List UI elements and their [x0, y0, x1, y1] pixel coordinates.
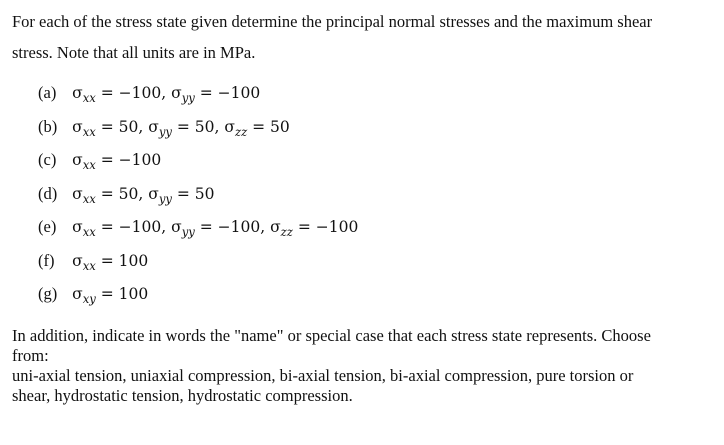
stress-expression: $\sigma_{xx} = -100$, $\sigma_{yy} = -100$ — [72, 84, 261, 106]
choices-line-1: uni-axial tension, uniaxial compression, bi-axial tension, bi-axial compression, pure torsion or — [12, 366, 634, 385]
stress-expression: $\sigma_{xx} = 100$ — [72, 251, 149, 273]
item-label: (d) — [38, 183, 58, 203]
stress-state-d — [38, 177, 358, 211]
instruction-line-2: from: — [12, 346, 49, 365]
item-label: (a) — [38, 83, 57, 102]
stress-state-e — [38, 210, 358, 244]
stress-expression: $\sigma_{xx} = -100$, $\sigma_{yy} = -100$, $\sigma_{zz} = -100$ — [72, 218, 359, 240]
stress-expression: $\sigma_{xx} = 50$, $\sigma_{yy} = 50$, $\sigma_{zz} = 50$ — [72, 117, 290, 139]
stress-expression: $\sigma_{xx} = -100$ — [72, 151, 162, 173]
intro-line-1: For each of the stress state given determine the principal normal stresses and the maximum shear — [12, 12, 653, 31]
item-label: (f) — [38, 250, 55, 270]
stress-state-list — [38, 76, 358, 311]
stress-expression: $\sigma_{xx} = 50$, $\sigma_{yy} = 50$ — [72, 184, 215, 206]
instruction-line-1: In addition, indicate in words the "name" or special case that each stress state represents. Choose — [12, 326, 651, 345]
item-label: (c) — [38, 150, 57, 169]
item-label: (b) — [38, 116, 58, 136]
stress-state-f — [38, 244, 358, 278]
stress-state-c — [38, 143, 358, 177]
item-label: (e) — [38, 217, 57, 236]
stress-state-a — [38, 76, 358, 110]
intro-line-2: stress. Note that all units are in MPa. — [12, 43, 256, 62]
stress-state-b — [38, 110, 358, 144]
item-label: (g) — [38, 284, 58, 303]
stress-expression: $\sigma_{xy} = 100$ — [72, 285, 149, 307]
choices-line-2: shear, hydrostatic tension, hydrostatic compression. — [12, 386, 353, 405]
stress-state-g — [38, 277, 358, 311]
problem-intro — [12, 6, 712, 68]
problem-instructions — [12, 326, 712, 406]
